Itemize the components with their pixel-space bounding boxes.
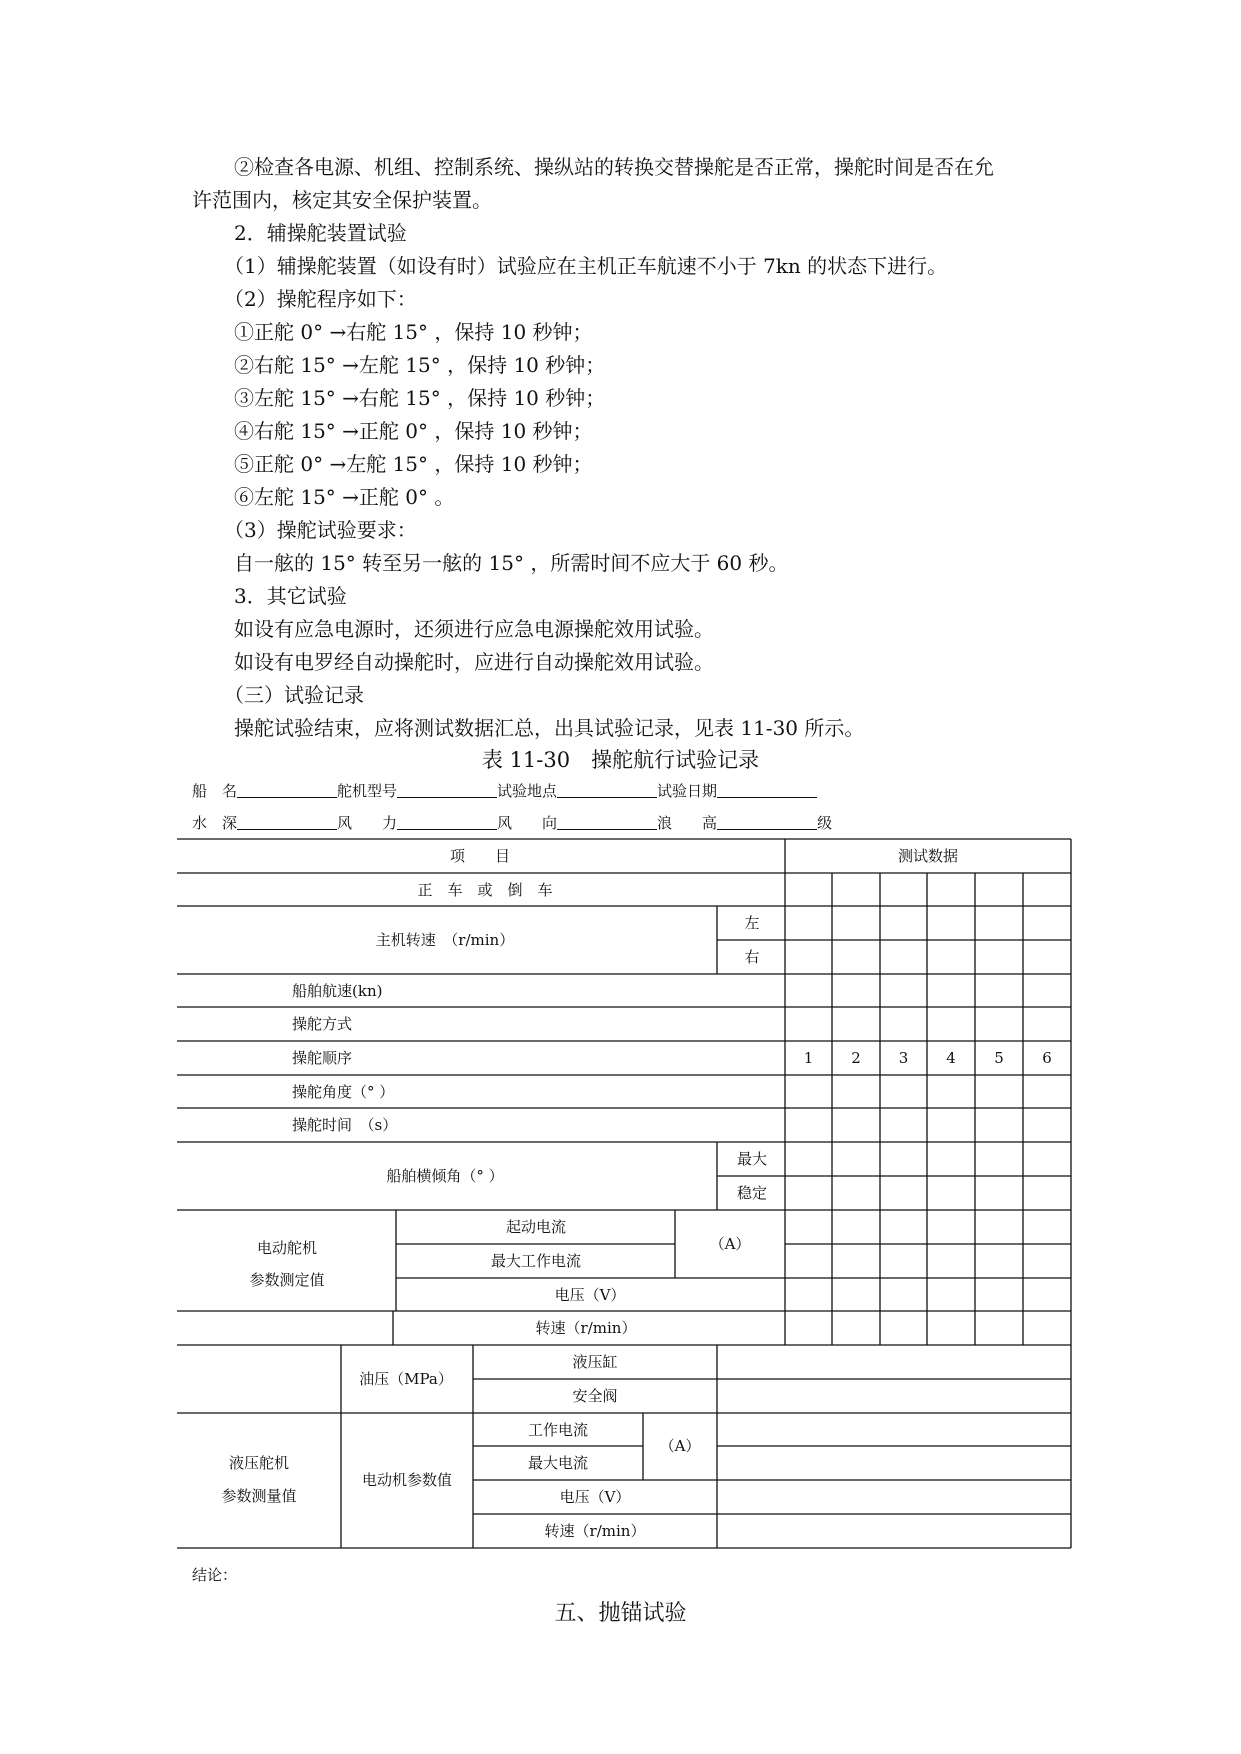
amp-unit-label-2: （A） xyxy=(659,1437,701,1455)
hydraulic-gear-label: 液压舵机 xyxy=(228,1454,290,1472)
item-header: 项 目 xyxy=(449,847,511,865)
left-label: 左 xyxy=(744,914,760,932)
sequence-numbers xyxy=(804,1049,1052,1067)
procedure-step: ④右舵 15° →正舵 0° ，保持 10 秒钟； xyxy=(234,419,593,443)
motor-params-label: 电动机参数值 xyxy=(361,1471,453,1489)
forward-reverse-label: 正 车 或 倒 车 xyxy=(417,881,553,899)
paragraph: 许范围内，核定其安全保护装置。 xyxy=(192,188,492,212)
conclusion-label: 结论： xyxy=(192,1566,238,1584)
section-heading: 3．其它试验 xyxy=(234,584,347,608)
safety-valve-label: 安全阀 xyxy=(572,1387,618,1405)
steering-mode-label: 操舵方式 xyxy=(292,1015,353,1033)
speed-rpm-label-2: 转速（r/min） xyxy=(544,1522,646,1540)
table-grid xyxy=(177,839,1071,1548)
ship-speed-label: 船舶航速(kn) xyxy=(292,982,383,1000)
steering-model-label: 舵机型号 xyxy=(337,782,398,800)
paragraph: 如设有应急电源时，还须进行应急电源操舵效用试验。 xyxy=(234,617,714,641)
electric-gear-label: 电动舵机 xyxy=(256,1239,318,1257)
data-header: 测试数据 xyxy=(897,847,959,865)
max-current-label: 最大电流 xyxy=(527,1454,589,1472)
steering-time-label: 操舵时间 （s） xyxy=(292,1116,398,1134)
wind-direction-label: 风 向 xyxy=(497,814,558,832)
sequence-number: 5 xyxy=(994,1049,1004,1067)
sequence-number: 2 xyxy=(851,1049,861,1067)
speed-rpm-label: 转速（r/min） xyxy=(535,1319,637,1337)
oil-pressure-label: 油压（MPa） xyxy=(359,1370,453,1388)
procedure-step: ③左舵 15° →右舵 15° ，保持 10 秒钟； xyxy=(234,386,606,410)
table-caption: 表 11-30 操舵航行试验记录 xyxy=(481,748,760,772)
heel-max-label: 最大 xyxy=(736,1150,768,1168)
steering-sequence-label: 操舵顺序 xyxy=(292,1049,353,1067)
rudder-angle-label: 操舵角度（° ） xyxy=(292,1083,395,1101)
voltage-label: 电压（V） xyxy=(554,1286,626,1304)
test-date-label: 试验日期 xyxy=(657,782,718,800)
ship-name-label: 船 名 xyxy=(192,782,238,800)
right-label: 右 xyxy=(744,948,760,966)
paragraph: （3）操舵试验要求： xyxy=(224,518,417,542)
procedure-step: ①正舵 0° →右舵 15° ，保持 10 秒钟； xyxy=(234,320,593,344)
paragraph: ②检查各电源、机组、控制系统、操纵站的转换交替操舵是否正常，操舵时间是否在允 xyxy=(234,155,994,179)
hydraulic-cylinder-label: 液压缸 xyxy=(572,1353,618,1371)
wave-height-label: 浪 高 xyxy=(657,814,718,832)
electric-param-label: 参数测定值 xyxy=(249,1271,325,1289)
voltage-label-2: 电压（V） xyxy=(559,1488,631,1506)
section-heading: 2．辅操舵装置试验 xyxy=(234,221,407,245)
procedure-step: ⑥左舵 15° →正舵 0° 。 xyxy=(234,485,455,509)
paragraph: 如设有电罗经自动操舵时，应进行自动操舵效用试验。 xyxy=(234,650,714,674)
sequence-number: 1 xyxy=(803,1049,814,1067)
paragraph: （2）操舵程序如下： xyxy=(224,287,417,311)
section-heading: （三）试验记录 xyxy=(224,683,364,707)
starting-current-label: 起动电流 xyxy=(505,1218,567,1236)
amp-unit-label: （A） xyxy=(709,1235,751,1253)
hydraulic-param-label: 参数测量值 xyxy=(221,1487,297,1505)
heel-steady-label: 稳定 xyxy=(736,1184,768,1202)
procedure-step: ②右舵 15° →左舵 15° ，保持 10 秒钟； xyxy=(234,353,606,377)
test-site-label: 试验地点 xyxy=(497,782,558,800)
working-current-label: 工作电流 xyxy=(527,1421,589,1439)
grade-label: 级 xyxy=(817,814,833,832)
paragraph: 自一舷的 15° 转至另一舷的 15° ，所需时间不应大于 60 秒。 xyxy=(234,551,789,575)
max-working-current-label: 最大工作电流 xyxy=(490,1252,582,1270)
next-section-heading: 五、抛锚试验 xyxy=(554,1601,687,1626)
sequence-number: 6 xyxy=(1042,1049,1052,1067)
water-depth-label: 水 深 xyxy=(192,814,238,832)
main-engine-speed-label: 主机转速 （r/min） xyxy=(375,931,515,949)
heel-angle-label: 船舶横倾角（° ） xyxy=(386,1167,504,1185)
paragraph: （1）辅操舵装置（如设有时）试验应在主机正车航速不小于 7kn 的状态下进行。 xyxy=(224,254,948,278)
sequence-number: 4 xyxy=(946,1049,956,1067)
procedure-step: ⑤正舵 0° →左舵 15° ，保持 10 秒钟； xyxy=(234,452,593,476)
paragraph: 操舵试验结束，应将测试数据汇总，出具试验记录，见表 11-30 所示。 xyxy=(234,716,865,740)
sequence-number: 3 xyxy=(898,1049,909,1067)
wind-force-label: 风 力 xyxy=(337,814,398,832)
